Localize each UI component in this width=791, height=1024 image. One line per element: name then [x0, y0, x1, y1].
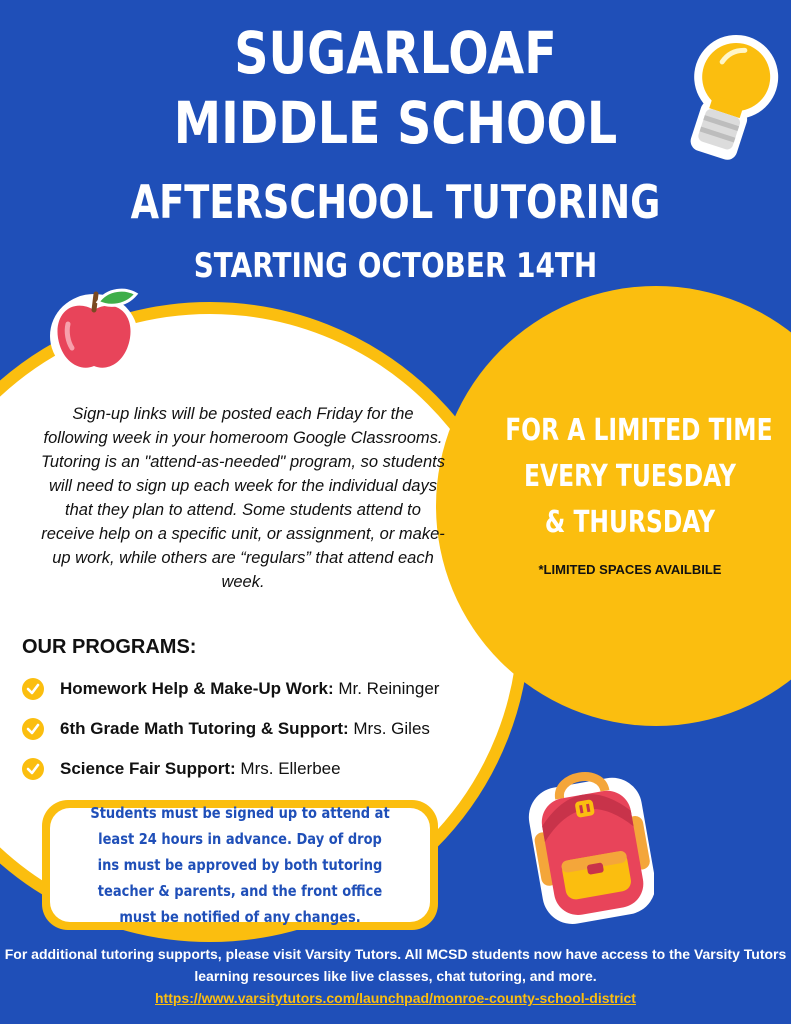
backpack-icon [528, 764, 654, 924]
check-icon [22, 758, 44, 780]
signup-instructions: Sign-up links will be posted each Friday for the following week in your homeroom Google Classrooms. Tutoring is an "attend-as-needed" program, so students will need to sign up each week for the individual days that they plan to attend. Some students attend to receive help on a specific unit, or assignment, or make-up work, while others are “regulars” that attend each week. [41, 405, 445, 591]
footer [0, 943, 791, 1009]
attendance-notice [42, 800, 438, 930]
footer-text: For additional tutoring supports, please visit Varsity Tutors. All MCSD students now have access to the Varsity Tutors learning resources like live classes, chat tutoring, and more. [4, 946, 787, 984]
schedule-limited-time: FOR A LIMITED TIME [505, 413, 773, 448]
apple-icon [44, 280, 150, 380]
program-teacher: Mrs. Giles [348, 719, 430, 738]
check-icon [22, 678, 44, 700]
lightbulb-icon [678, 26, 782, 166]
title-school-name: SUGARLOAF [234, 19, 557, 87]
schedule-tuesday: EVERY TUESDAY [524, 459, 736, 494]
check-icon [22, 718, 44, 740]
program-teacher: Mrs. Ellerbee [235, 759, 341, 778]
program-item [22, 678, 439, 700]
attendance-notice-text-box [50, 804, 430, 926]
program-teacher: Mr. Reininger [333, 679, 440, 698]
attendance-notice-text: Students must be signed up to attend at least 24 hours in advance. Day of drop ins must be approved by both tutoring teacher & parents, and the front office must be notified of any changes. [90, 804, 390, 926]
varsity-tutors-link[interactable]: https://www.varsitytutors.com/launchpad/monroe-county-school-district [155, 990, 636, 1006]
program-name: Science Fair Support: [60, 759, 236, 778]
program-item [22, 718, 430, 740]
title-start-date: STARTING OCTOBER 14TH [193, 246, 598, 286]
title-school-type: MIDDLE SCHOOL [173, 89, 618, 157]
program-name: 6th Grade Math Tutoring & Support: [60, 719, 349, 738]
program-item [22, 758, 341, 780]
schedule-block [470, 408, 790, 546]
programs-heading: OUR PROGRAMS: [22, 636, 197, 658]
program-name: Homework Help & Make-Up Work: [60, 679, 334, 698]
schedule-thursday: & THURSDAY [544, 505, 716, 540]
limited-spaces-note: *LIMITED SPACES AVAILBILE [538, 562, 722, 577]
title-program: AFTERSCHOOL TUTORING [130, 175, 661, 229]
